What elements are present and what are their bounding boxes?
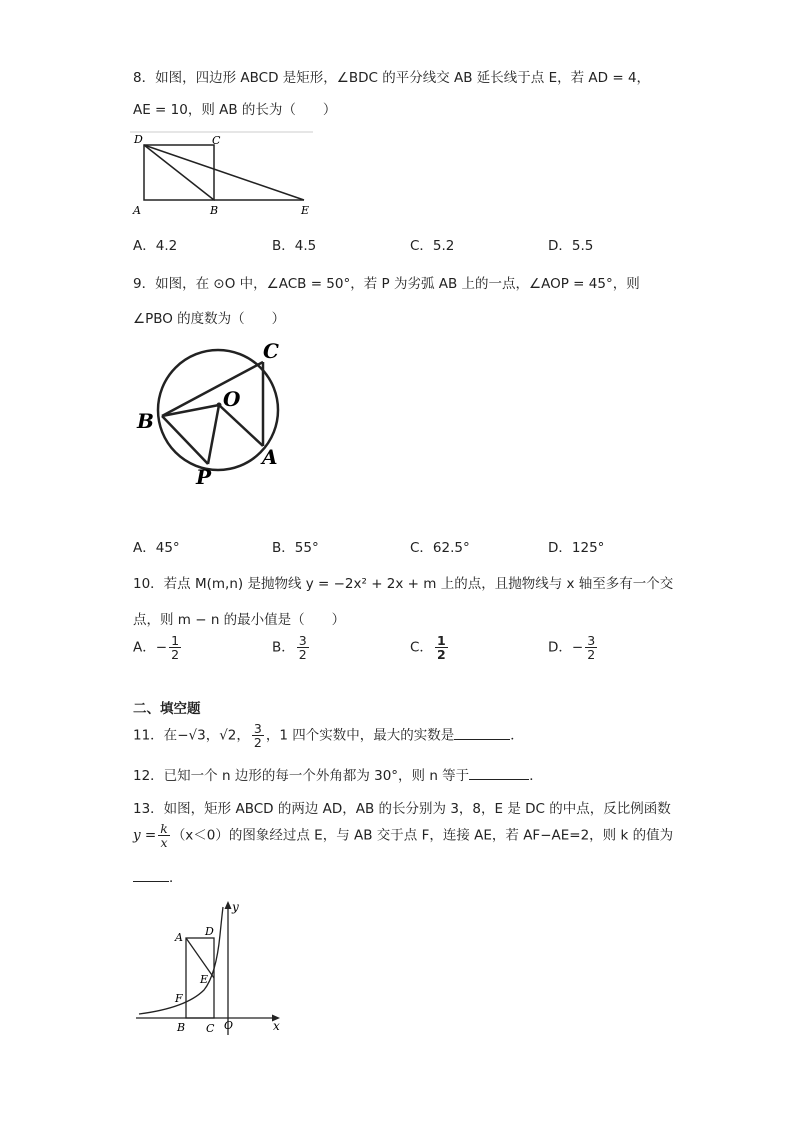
q9-label-o: O <box>223 387 241 411</box>
q13-frac-den: x <box>160 835 168 851</box>
q11-item1: −√3 <box>177 727 206 744</box>
q10-option-b-letter: B． <box>272 639 295 656</box>
q9-figure <box>130 330 300 500</box>
q13-stem-line2 <box>133 822 673 849</box>
q11-sep1: ， <box>205 727 220 744</box>
q8-label-c: C <box>212 134 221 147</box>
q11-frac-den: 2 <box>253 735 262 751</box>
q10-option-b-fraction <box>297 634 309 661</box>
q10-option-c-den: 2 <box>436 647 446 663</box>
q8-option-b: B．4.5 <box>272 238 317 254</box>
q13-stem-line1: 13．如图，矩形 ABCD 的两边 AD，AB 的长分别为 3，8，E 是 DC 的中点，反比例函数 <box>133 801 671 817</box>
q11-end: ． <box>510 727 524 744</box>
q9-label-a: A <box>262 445 278 469</box>
q13-label-o: O <box>224 1019 234 1032</box>
q8-stem-line2: AE = 10，则 AB 的长为（ ） <box>133 102 337 118</box>
q8-stem-line1: 8．如图，四边形 ABCD 是矩形，∠BDC 的平分线交 AB 延长线于点 E，若 AD = 4， <box>133 70 651 86</box>
q10-option-a-sign: − <box>155 639 168 656</box>
q10-option-d-num: 3 <box>587 633 596 648</box>
q10-option-d <box>548 634 599 661</box>
q8-option-a: A．4.2 <box>133 238 178 254</box>
q8-label-b: B <box>210 204 219 217</box>
q13-label-f: F <box>175 992 183 1005</box>
q12-line <box>133 764 543 784</box>
q11-frac-num: 3 <box>253 721 262 736</box>
q11-fraction <box>252 722 264 749</box>
q10-option-c-fraction <box>435 634 448 661</box>
q10-option-b-num: 3 <box>298 633 307 648</box>
q8-option-c: C．5.2 <box>410 238 455 254</box>
q12-end: ． <box>529 768 543 784</box>
q10-option-c-num: 1 <box>436 633 446 648</box>
q8-label-a: A <box>133 204 141 217</box>
q9-option-d: D．125° <box>548 540 605 556</box>
q9-option-c: C．62.5° <box>410 540 470 556</box>
q8-label-e: E <box>301 204 310 217</box>
q13-fraction <box>158 822 170 849</box>
q13-label-a: A <box>175 931 183 944</box>
q13-label-b: B <box>177 1021 186 1034</box>
q10-option-c-letter: C． <box>410 639 433 656</box>
q13-figure <box>134 895 294 1040</box>
q10-option-d-letter: D． <box>548 639 572 656</box>
q9-label-p: P <box>196 465 212 489</box>
q10-option-b <box>272 634 311 661</box>
q10-option-b-den: 2 <box>298 647 307 663</box>
q11-item2: √2 <box>219 727 237 744</box>
q13-y-eq: y = <box>133 827 157 844</box>
q10-option-d-fraction <box>585 634 597 661</box>
q10-option-a-num: 1 <box>171 633 180 648</box>
q9-option-a: A．45° <box>133 540 180 556</box>
q13-end: ． <box>169 870 183 886</box>
q13-label-c: C <box>206 1022 215 1035</box>
q11-answer-blank[interactable] <box>454 727 510 740</box>
q12-answer-blank[interactable] <box>469 767 529 780</box>
q9-option-b: B．55° <box>272 540 319 556</box>
q12-text: 12．已知一个 n 边形的每一个外角都为 30°，则 n 等于 <box>133 768 470 784</box>
q11-suffix: ，1 四个实数中，最大的实数是 <box>265 727 455 744</box>
q10-option-c <box>410 634 450 661</box>
q8-option-d: D．5.5 <box>548 238 594 254</box>
q13-label-y: y <box>232 900 239 914</box>
q11-sep2: ， <box>236 727 250 744</box>
q10-option-a-fraction <box>169 634 181 661</box>
q13-answer-line <box>133 866 183 886</box>
q10-option-a-den: 2 <box>171 647 180 663</box>
q10-stem-line2: 点，则 m − n 的最小值是（ ） <box>133 612 346 628</box>
q13-label-e: E <box>200 973 209 986</box>
q10-stem-line1: 10．若点 M(m,n) 是抛物线 y = −2x² + 2x + m 上的点，且抛物线与 x 轴至多有一个交 <box>133 576 674 592</box>
q11-prefix: 11．在 <box>133 727 178 744</box>
q9-stem-line1: 9．如图，在 ⊙O 中，∠ACB = 50°，若 P 为劣弧 AB 上的一点，∠AOP = 45°，则 <box>133 276 640 292</box>
q10-option-a <box>133 634 183 661</box>
section-title: 二、填空题 <box>133 701 201 717</box>
q10-option-a-letter: A． <box>133 639 156 656</box>
q13-frac-num: k <box>160 821 168 836</box>
q13-stem-line2-rest: （x＜0）的图象经过点 E，与 AB 交于点 F，连接 AE，若 AF−AE=2，则 k 的值为 <box>171 827 674 844</box>
q8-label-d: D <box>134 133 143 146</box>
q13-label-d: D <box>205 925 214 938</box>
q13-answer-blank[interactable] <box>133 869 169 882</box>
q13-label-x: x <box>273 1019 280 1033</box>
q8-figure <box>130 128 320 220</box>
q11-line <box>133 722 524 749</box>
q10-option-d-den: 2 <box>587 647 596 663</box>
q9-stem-line2: ∠PBO 的度数为（ ） <box>133 311 286 327</box>
q10-option-d-sign: − <box>571 639 584 656</box>
q9-label-c: C <box>263 339 279 363</box>
q9-label-b: B <box>137 409 154 433</box>
